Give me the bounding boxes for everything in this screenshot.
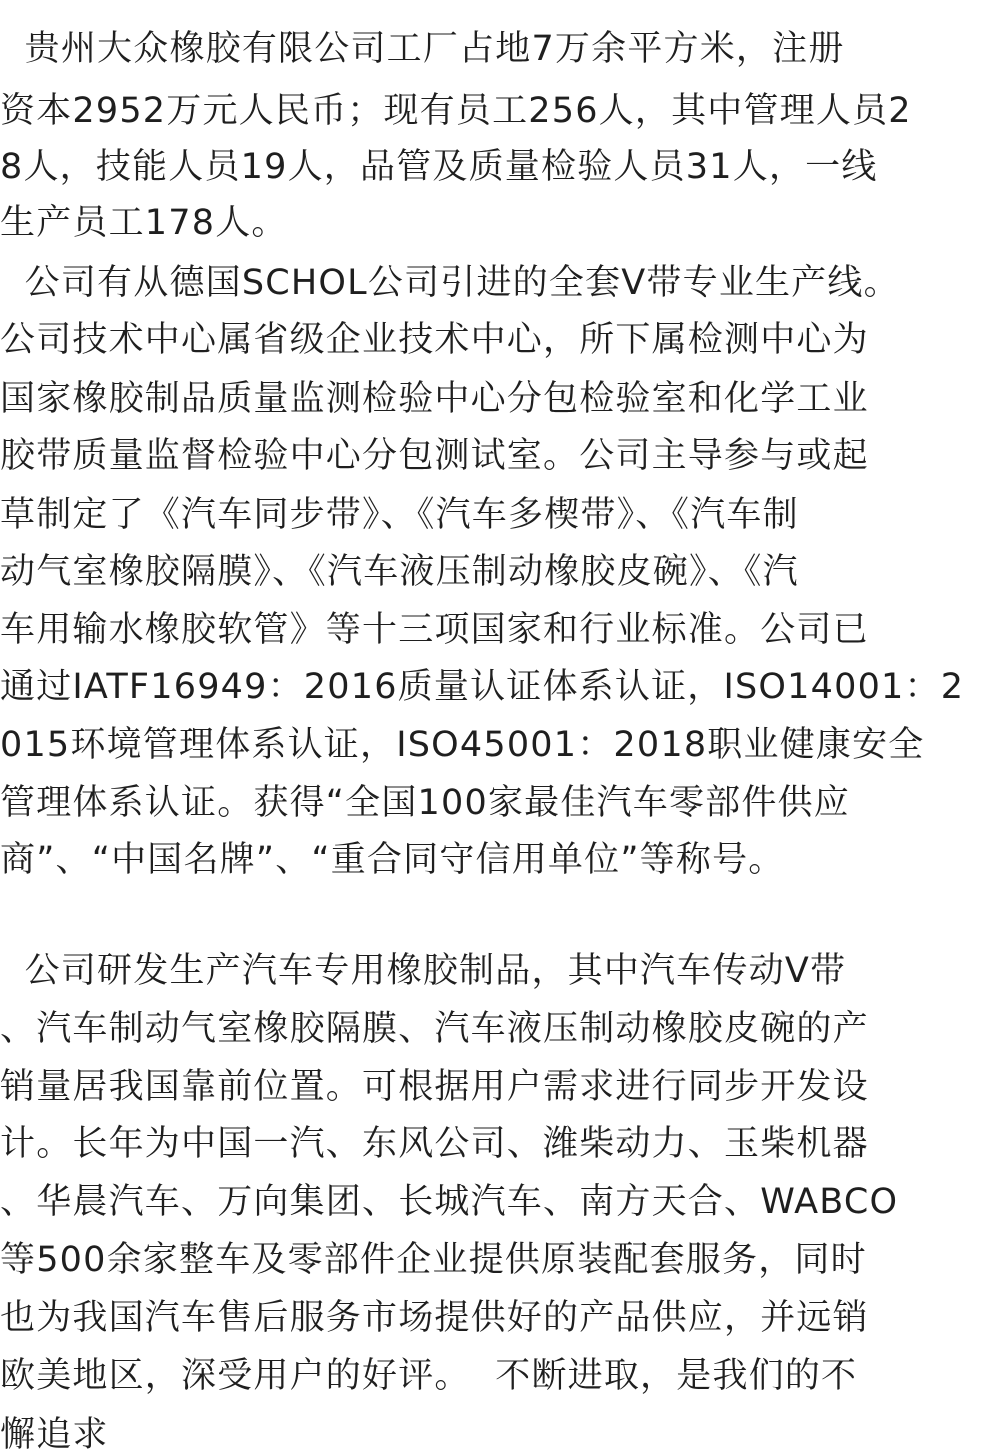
text-line: 生产员工178人。 <box>0 203 288 243</box>
text-line: 商”、“中国名牌”、“重合同守信用单位”等称号。 <box>0 840 785 880</box>
text-line: 公司研发生产汽车专用橡胶制品，其中汽车传动V带 <box>0 951 847 991</box>
text-line: 胶带质量监督检验中心分包测试室。公司主导参与或起 <box>0 436 869 476</box>
text-line: 欧美地区，深受用户的好评。 不断进取，是我们的不 <box>0 1356 858 1396</box>
text-line: 015环境管理体系认证，ISO45001：2018职业健康安全 <box>0 725 925 765</box>
text-line: 动气室橡胶隔膜》、《汽车液压制动橡胶皮碗》、《汽 <box>0 552 799 592</box>
text-line: 、华晨汽车、万向集团、长城汽车、南方天合、WABCO <box>0 1182 899 1222</box>
text-line: 销量居我国靠前位置。可根据用户需求进行同步开发设 <box>0 1067 869 1107</box>
text-line: 也为我国汽车售后服务市场提供好的产品供应，并远销 <box>0 1298 869 1338</box>
text-line: 懈追求 <box>0 1415 109 1449</box>
text-line: 贵州大众橡胶有限公司工厂占地7万余平方米，注册 <box>0 29 845 69</box>
text-line: 公司技术中心属省级企业技术中心，所下属检测中心为 <box>0 320 869 360</box>
text-line: 管理体系认证。获得“全国100家最佳汽车零部件供应 <box>0 783 850 823</box>
text-line: 计。长年为中国一汽、东风公司、潍柴动力、玉柴机器 <box>0 1124 869 1164</box>
text-line: 公司有从德国SCHOL公司引进的全套V带专业生产线。 <box>0 263 900 303</box>
text-line: 草制定了《汽车同步带》、《汽车多楔带》、《汽车制 <box>0 495 799 535</box>
text-line: 8人，技能人员19人，品管及质量检验人员31人，一线 <box>0 147 878 187</box>
text-line: 车用输水橡胶软管》等十三项国家和行业标准。公司已 <box>0 610 869 650</box>
text-line: 国家橡胶制品质量监测检验中心分包检验室和化学工业 <box>0 379 869 419</box>
text-line: 资本2952万元人民币；现有员工256人，其中管理人员2 <box>0 91 912 131</box>
text-line: 通过IATF16949：2016质量认证体系认证，ISO14001：2 <box>0 667 965 707</box>
text-line: 等500余家整车及零部件企业提供原装配套服务，同时 <box>0 1240 867 1280</box>
text-line: 、汽车制动气室橡胶隔膜、汽车液压制动橡胶皮碗的产 <box>0 1009 869 1049</box>
